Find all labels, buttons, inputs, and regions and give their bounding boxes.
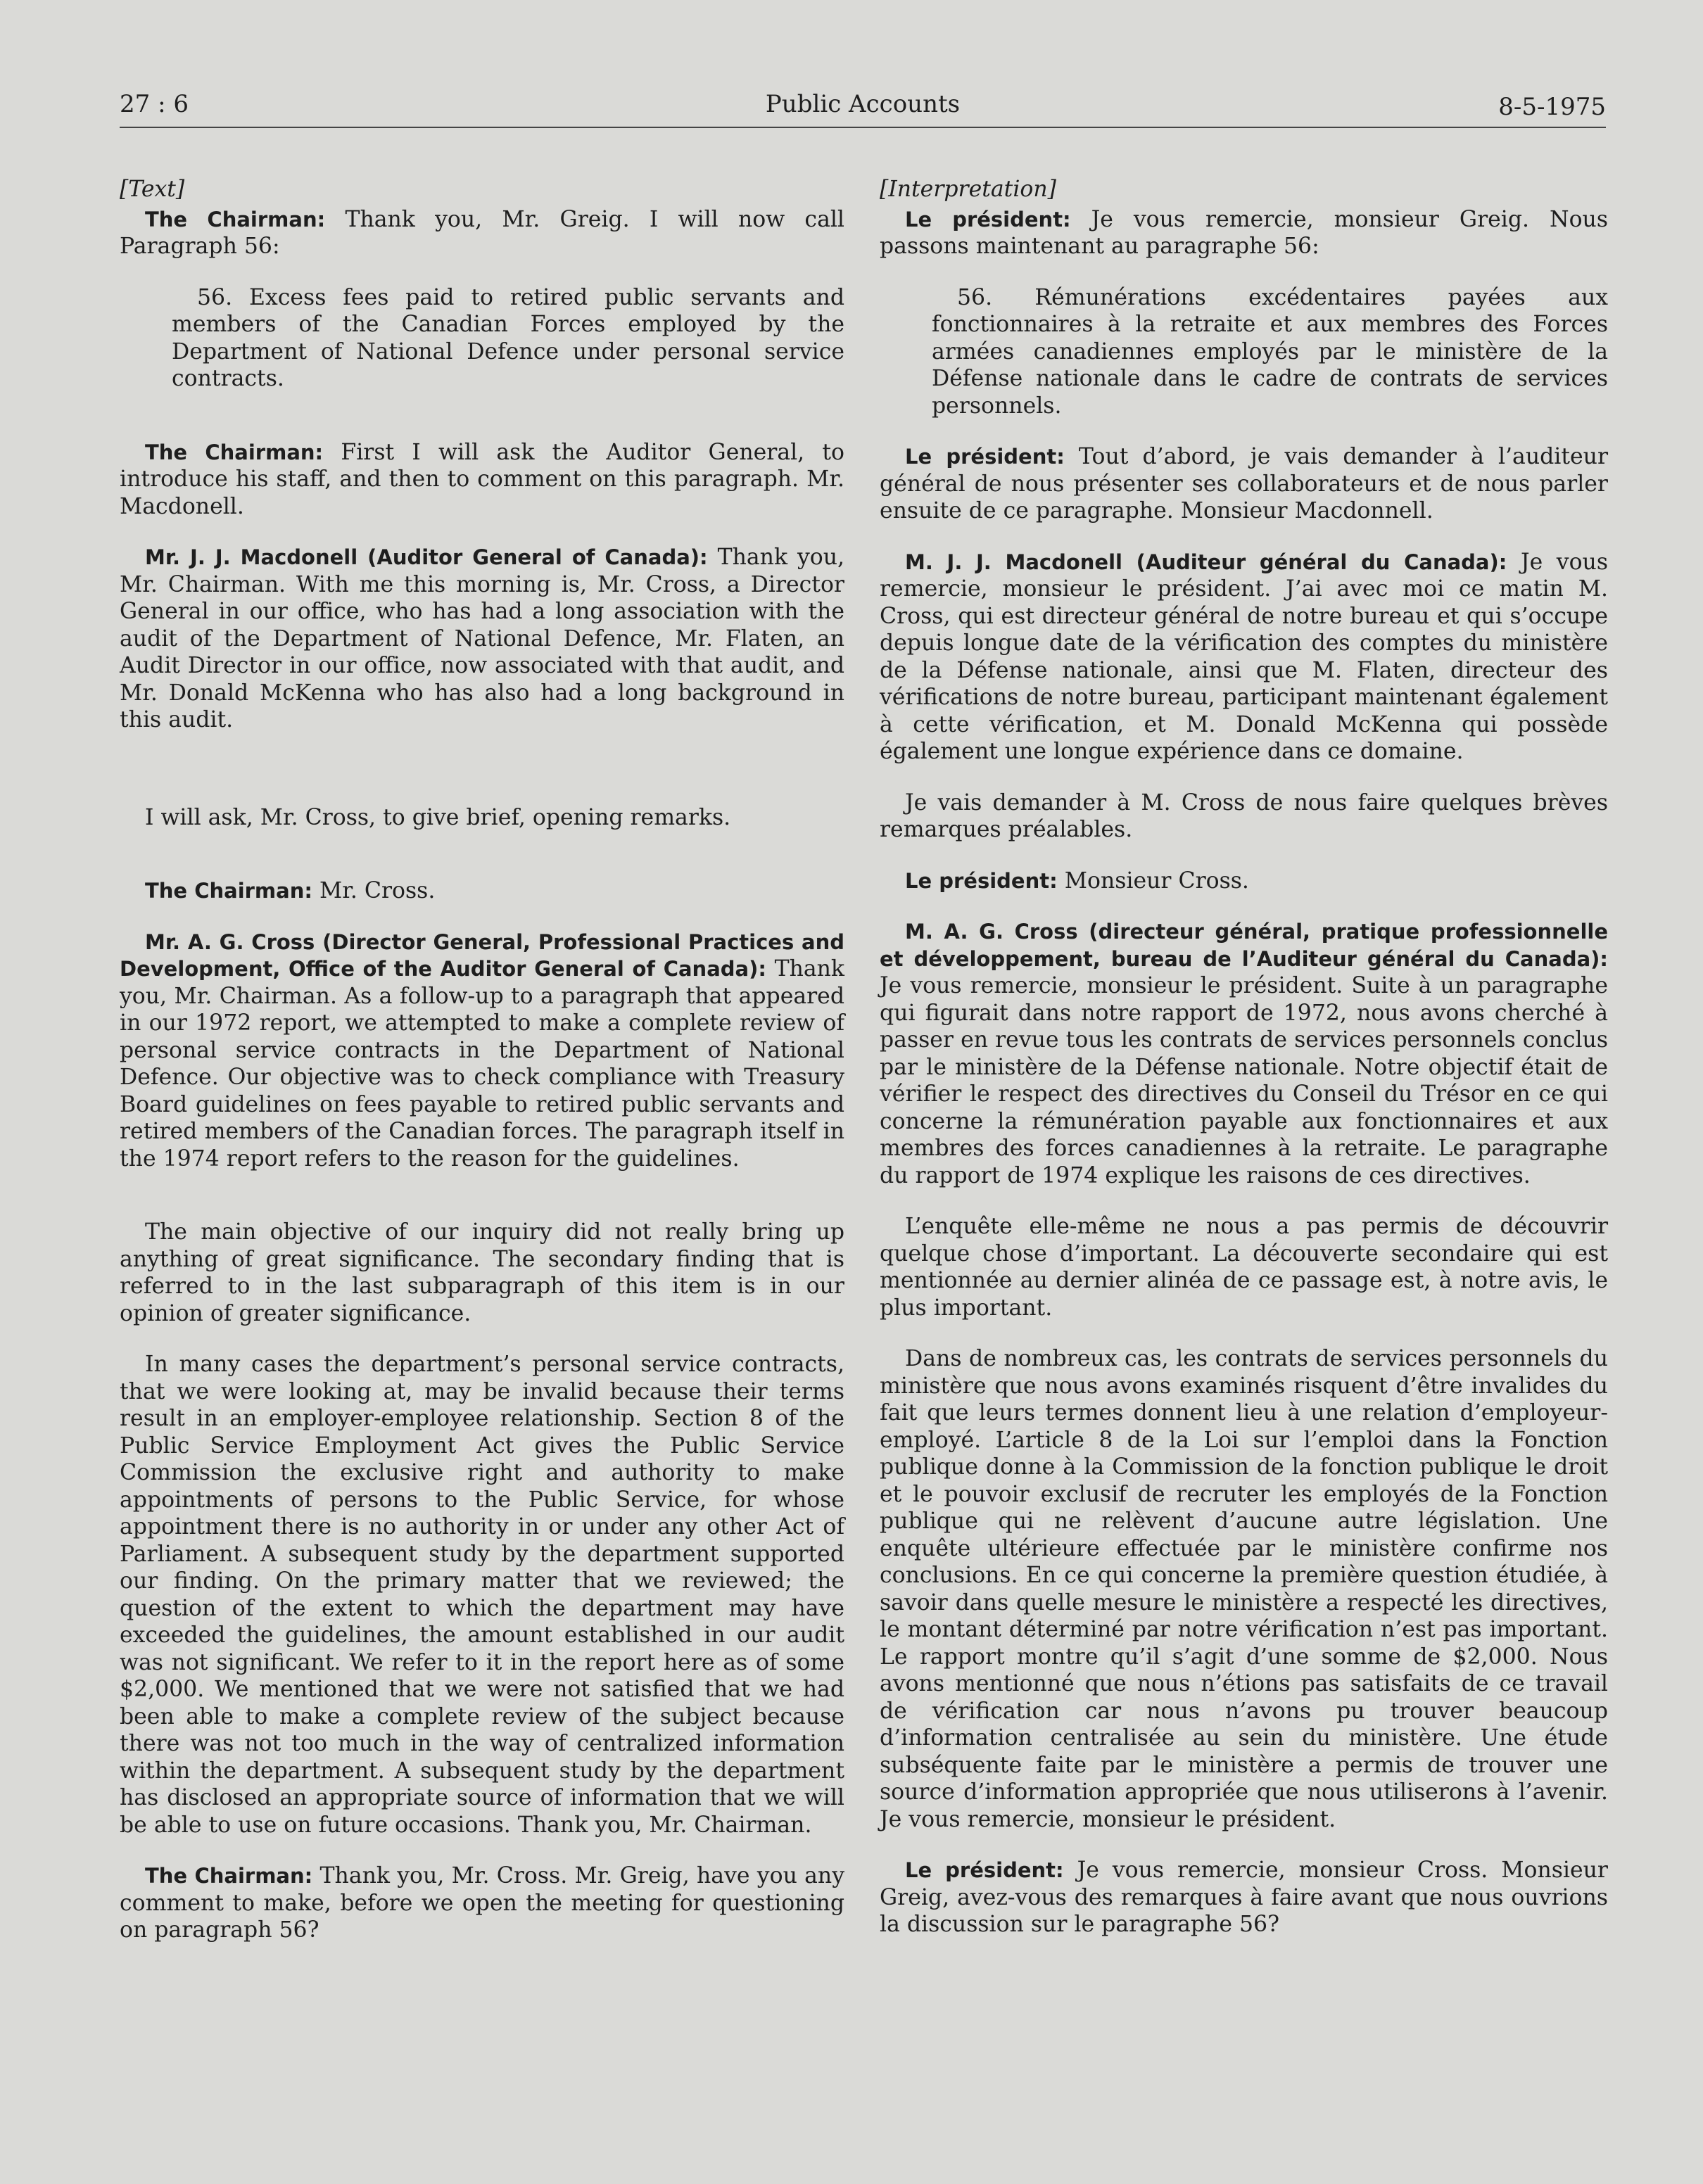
paragraph [880,206,1608,260]
paragraph: The main objective of our inquiry did not really bring up anything of great significance. The secondary finding that is referred to in the last subparagraph of this item is in our opinion of greater significance. [120,1219,844,1326]
text-tag: [Text] [120,177,185,202]
french-column [880,176,1608,1938]
paragraph: L’enquête elle-même ne nous a pas permis de découvrir quelque chose d’important. La découverte secondaire qui est mentionnée au dernier alinéa de ce passage est, à notre avis, le plus important. [880,1214,1608,1321]
speaker-label: M. J. J. Macdonell (Auditeur général du Canada): [905,550,1507,574]
interpretation-tag: [Interpretation] [880,177,1056,202]
speech-text: Mr. Cross. [319,878,436,903]
speaker-label: Le président: [905,207,1071,231]
english-column [120,176,844,1944]
publication-title: Public Accounts [765,90,961,118]
speech-text: Thank you, Mr. Chairman. With me this morning is, Mr. Cross, a Director General in our office, who has had a long association with the audit of the Department of National Defence, Mr. Flaten, an Audit Director in our office, now associated with that audit, and Mr. Donald McKenna who has also had a long background in this audit. [120,545,845,732]
speech-text: Thank you, Mr. Cross. Mr. Greig, have you any comment to make, before we open the meeting for questioning on paragraph 56? [120,1863,844,1943]
speech-text: Monsieur Cross. [1064,868,1249,894]
speaker-label: Mr. J. J. Macdonell (Auditor General of Canada): [145,545,708,569]
page-number: 27 : 6 [120,90,189,118]
speech-text: Je vous remercie, monsieur Cross. Monsieur Greig, avez-vous des remarques à faire avant que nous ouvrions la discussion sur le paragraphe 56? [880,1858,1608,1937]
paragraph [120,1862,844,1944]
paragraph [120,206,844,260]
paragraph [120,439,844,521]
speaker-label: The Chairman: [145,879,312,903]
speech-text: Je vous remercie, monsieur Greig. Nous passons maintenant au paragraphe 56: [880,206,1608,259]
speaker-label: Le président: [905,868,1058,893]
publication-date: 8-5-1975 [1498,93,1606,121]
quoted-paragraph: 56. Rémunérations excédentaires payées aux fonctionnaires à la retraite et aux membres des Forces armées canadiennes employés par le ministère de la Défense nationale dans le cadre de contrats de services personnels. [932,284,1608,419]
speaker-label: Le président: [905,445,1065,469]
speaker-label: The Chairman: [145,1864,313,1888]
speaker-label: M. A. G. Cross (directeur général, pratique professionnelle et développement, bureau de l’Auditeur général du Canada): [880,920,1608,971]
speech-text: Thank you, Mr. Greig. I will now call Paragraph 56: [120,206,845,259]
paragraph: Dans de nombreux cas, les contrats de services personnels du ministère que nous avons examinés risquent d’être invalides du fait que leurs termes donnent lieu à une relation d’employeur-employé. L’article 8 de la Loi sur l’emploi dans la Fonction publique donne à la Commission de la fonction publique le droit et le pouvoir exclusif de recruter les employés de la Fonction publique qui ne relèvent d’aucune autre législation. Une enquête ultérieure effectuée par le ministère confirme nos conclusions. En ce qui concerne la première question étudiée, à savoir dans quelle mesure le ministère a respecté les directives, le montant déterminé par notre vérification n’est pas important. Le rapport montre qu’il s’agit d’une somme de $2,000. Nous avons mentionné que nous n’étions pas satisfaits de ce travail de vérification car nous n’avons pu trouver beaucoup d’information centralisée au sein du ministère. Une étude subséquente faite par le ministère a permis de trouver une source d’information appropriée que nous utiliserons à l’avenir. Je vous remercie, monsieur le président. [880,1346,1608,1832]
speech-text: Tout d’abord, je vais demander à l’auditeur général de nous présenter ses collaborateurs et de nous parler ensuite de ce paragraphe. Monsieur Macdonnell. [880,444,1608,523]
paragraph: I will ask, Mr. Cross, to give brief, opening remarks. [145,804,731,830]
paragraph: In many cases the department’s personal service contracts, that we were looking at, may be invalid because their terms result in an employer-employee relationship. Section 8 of the Public Service Employment Act gives the Public Service Commission the exclusive right and authority to make appointments of persons to the Public Service, for whose appointment there is no authority in or under any other Act of Parliament. A subsequent study by the department supported our finding. On the primary matter that we reviewed; the question of the extent to which the department may have exceeded the guidelines, the amount established in our audit was not significant. We refer to it in the report here as of some $2,000. We mentioned that we were not satisfied that we had been able to make a complete review of the subject because there was not too much in the way of centralized information within the department. A subsequent study by the department has disclosed an appropriate source of information that we will be able to use on future occasions. Thank you, Mr. Chairman. [120,1352,844,1838]
speech-text: Thank you, Mr. Chairman. As a follow-up to a paragraph that appeared in our 1972 report, we attempted to make a complete review of personal service contracts in the Department of National Defence. Our objective was to check compliance with Treasury Board guidelines on fees payable to retired public servants and retired members of the Canadian forces. The paragraph itself in the 1974 report refers to the reason for the guidelines. [120,956,845,1172]
paragraph [880,443,1608,525]
paragraph [120,929,844,1173]
quoted-paragraph: 56. Excess fees paid to retired public servants and members of the Canadian Forces employed by the Department of National Defence under personal service contracts. [172,284,844,391]
paragraph [880,1857,1608,1938]
paragraph [880,918,1608,1189]
speaker-label: The Chairman: [145,207,326,231]
paragraph [880,549,1608,766]
speaker-label: Le président: [905,1858,1064,1882]
speaker-label: Mr. A. G. Cross (Director General, Professional Practices and Development, Office of the Auditor General of Canada): [120,929,844,981]
paragraph [880,868,1608,895]
speech-text: Je vous remercie, monsieur le président. Suite à un paragraphe qui figurait dans notre rapport de 1972, nous avons cherché à passer en revue tous les contrats de services personnels conclus par le ministère de la Défense nationale. Notre objectif était de vérifier le respect des directives du Conseil du Trésor en ce qui concerne la rémunération payable aux fonctionnaires et aux membres des forces canadiennes à la retraite. Le paragraphe du rapport de 1974 explique les raisons de ces directives. [880,973,1608,1188]
speech-text: First I will ask the Auditor General, to introduce his staff, and then to comment on this paragraph. Mr. Macdonell. [120,439,845,519]
paragraph [120,544,844,734]
speech-text: Je vous remercie, monsieur le président. J’ai avec moi ce matin M. Cross, qui est directeur général de notre bureau et qui s’occupe depuis longue date de la vérification des comptes du ministère de la Défense nationale, ainsi que M. Flaten, directeur des vérifications de notre bureau, participant maintenant également à cette vérification, et M. Donald McKenna qui possède également une longue expérience dans ce domaine. [880,549,1608,764]
paragraph: Je vais demander à M. Cross de nous faire quelques brèves remarques préalables. [880,789,1608,842]
page-header [120,90,1606,128]
paragraph [120,877,844,905]
speaker-label: The Chairman: [145,440,324,464]
